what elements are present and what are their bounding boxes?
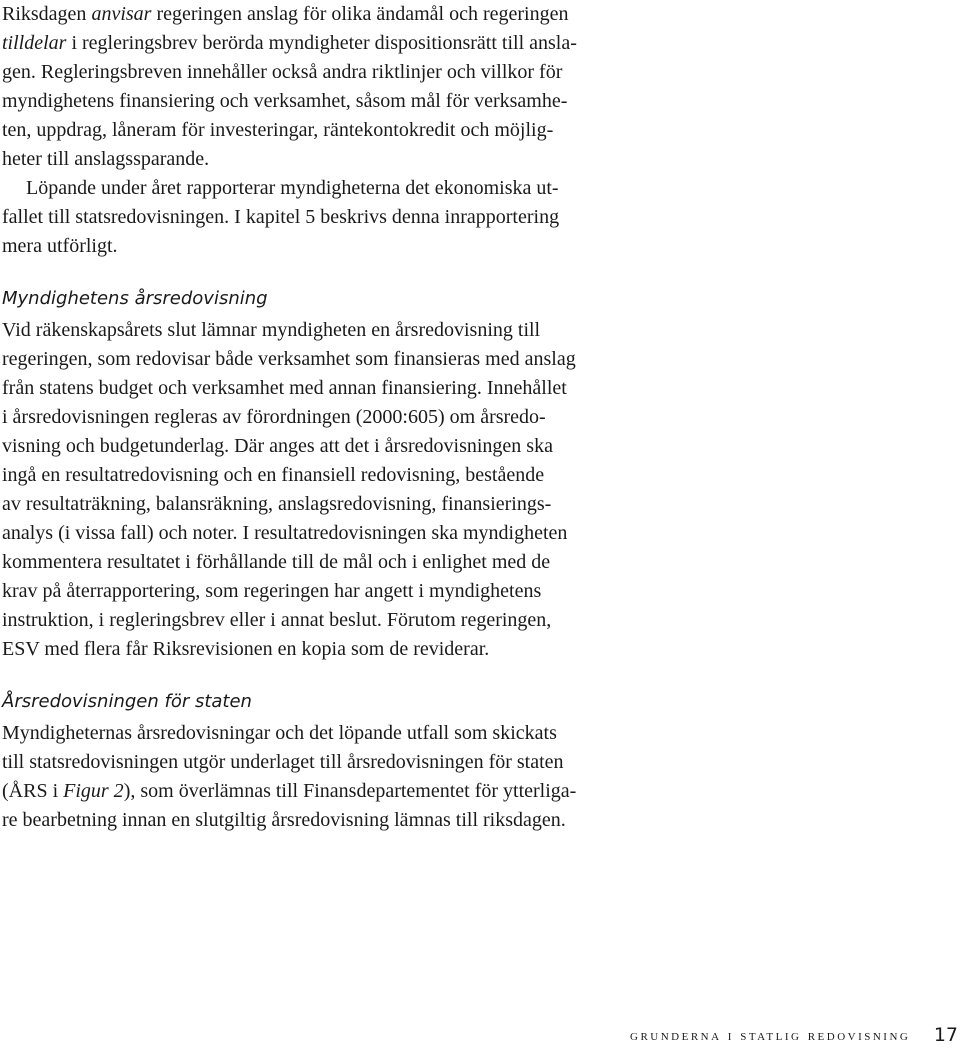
text-line: till statsredovisningen utgör underlaget till årsredovisningen för staten [2, 751, 564, 773]
text-line: ESV med flera får Riksrevisionen en kopia som de reviderar. [2, 638, 490, 660]
emphasis: anvisar [91, 3, 152, 25]
text-line: ingå en resultatredovisning och en finansiell redovisning, bestående [2, 464, 545, 486]
section-heading: Myndighetens årsredovisning [2, 288, 268, 309]
text-line: i årsredovisningen regleras av förordningen (2000:605) om årsredo- [2, 406, 546, 428]
text-line: re bearbetning innan en slutgiltig årsredovisning lämnas till riksdagen. [2, 809, 566, 831]
section-1-paragraph [2, 316, 642, 664]
section-2-paragraph [2, 719, 642, 835]
text-line: regeringen, som redovisar både verksamhet som finansieras med anslag [2, 348, 576, 370]
intro-paragraph-1 [2, 0, 642, 174]
text-line: från statens budget och verksamhet med annan finansiering. Innehållet [2, 377, 567, 399]
text-line: (ÅRS i Figur 2), som överlämnas till Finansdepartementet för ytterliga- [2, 780, 577, 802]
text-line: ten, uppdrag, låneram för investeringar, räntekontokredit och möjlig- [2, 119, 554, 141]
text-line: mera utförligt. [2, 235, 118, 257]
text-line: Löpande under året rapporterar myndigheterna det ekonomiska ut- [26, 177, 559, 199]
text-line: krav på återrapportering, som regeringen har angett i myndighetens [2, 580, 542, 602]
emphasis: tilldelar [2, 32, 67, 54]
text-line: Riksdagen anvisar regeringen anslag för olika ändamål och regeringen [2, 3, 569, 25]
page-number: 17 [933, 1024, 958, 1046]
text-line: fallet till statsredovisningen. I kapitel 5 beskrivs denna inrapportering [2, 206, 560, 228]
running-footer-title: grunderna i statlig redovisning [630, 1028, 911, 1044]
text-line: heter till anslagssparande. [2, 148, 210, 170]
text-line: tilldelar i regleringsbrev berörda myndigheter dispositionsrätt till ansla- [2, 32, 577, 54]
text-line: myndighetens finansiering och verksamhet, såsom mål för verksamhe- [2, 90, 568, 112]
text-line: kommentera resultatet i förhållande till de mål och i enlighet med de [2, 551, 551, 573]
text-line: visning och budgetunderlag. Där anges att det i årsredovisningen ska [2, 435, 553, 457]
section-heading: Årsredovisningen för staten [2, 691, 252, 712]
text-line: av resultaträkning, balansräkning, anslagsredovisning, finansierings- [2, 493, 552, 515]
intro-paragraph-2 [2, 174, 642, 261]
text-line: Myndigheternas årsredovisningar och det löpande utfall som skickats [2, 722, 557, 744]
page-footer [630, 1024, 958, 1048]
figure-reference: Figur 2 [63, 780, 124, 802]
text-line: analys (i vissa fall) och noter. I resultatredovisningen ska myndigheten [2, 522, 568, 544]
text-line: instruktion, i regleringsbrev eller i annat beslut. Förutom regeringen, [2, 609, 552, 631]
text-line: Vid räkenskapsårets slut lämnar myndigheten en årsredovisning till [2, 319, 541, 341]
text-line: gen. Regleringsbreven innehåller också andra riktlinjer och villkor för [2, 61, 563, 83]
